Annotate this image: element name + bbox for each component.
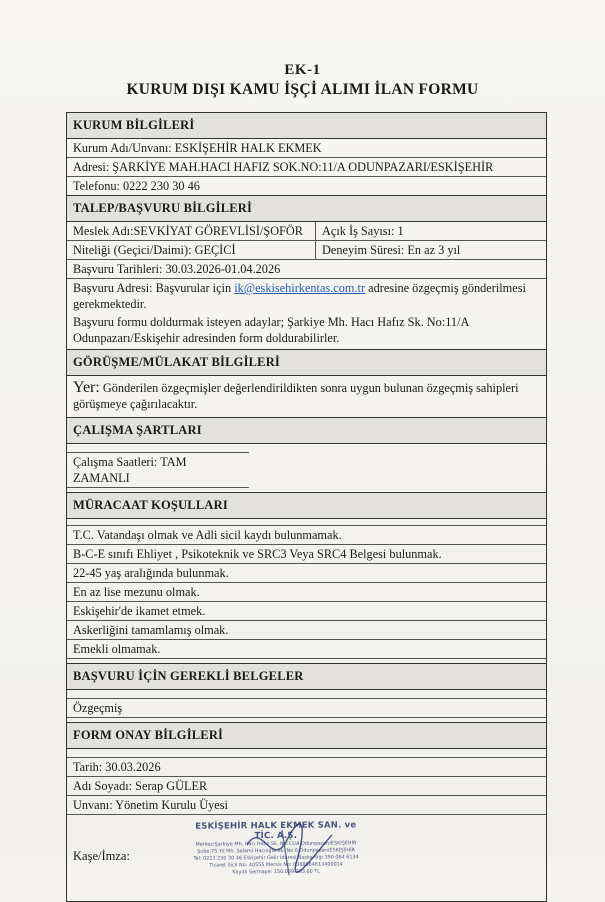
belge-ozgecmis: Özgeçmiş: [67, 698, 546, 718]
muracaat-item: Emekli olmamak.: [67, 640, 546, 659]
section-talep: TALEP/BAŞVURU BİLGİLERİ: [67, 195, 546, 222]
stamp-line: Ticaret Sicil No: 40555 Mersis No: 0388064613400014: [209, 861, 343, 869]
calisma-saatleri: Çalışma Saatleri: TAM ZAMANLI: [67, 452, 249, 488]
kase-imza-row: [67, 815, 546, 901]
muracaat-item: B-C-E sınıfı Ehliyet , Psikoteknik ve SRC3 Veya SRC4 Belgesi bulunmak.: [67, 545, 546, 564]
onay-tarih: Tarih: 30.03.2026: [67, 757, 546, 777]
section-kurum: KURUM BİLGİLERİ: [67, 113, 546, 139]
section-muracaat: MÜRACAAT KOŞULLARI: [67, 492, 546, 519]
gorusme-yer: [67, 376, 546, 417]
onay-unvan: Unvanı: Yönetim Kurulu Üyesi: [67, 796, 546, 815]
muracaat-item: T.C. Vatandaşı olmak ve Adli sicil kaydı bulunmamak.: [67, 526, 546, 545]
basvuru-adresi-pre: Başvuru Adresi: Başvurular için: [73, 281, 235, 295]
muracaat-item: 22-45 yaş aralığında bulunmak.: [67, 564, 546, 583]
yer-label: Yer:: [73, 379, 100, 396]
stamp-line: Merkez:Şarkiye Mh. Hacı Hafız Sk. No:11/A Odunpazarı/ESKİŞEHİR: [195, 840, 357, 848]
yer-text: Gönderilen özgeçmişler değerlendirildikten sonra uygun bulunan özgeçmiş sahipleri görüşmeye çağırılacaktır.: [73, 381, 519, 411]
annex-label: EK-1: [284, 62, 321, 78]
document-header: [0, 62, 605, 99]
muracaat-item: Askerliğini tamamlamış olmak.: [67, 621, 546, 640]
stamp-line: Tel: 0222 230 30 46 Eskişehir Gelir İdaresi Başkanlığı 390 064 6134: [193, 854, 359, 862]
basvuru-tarihleri: Başvuru Tarihleri: 30.03.2026-01.04.2026: [67, 260, 546, 279]
onay-ad-soyad: Adı Soyadı: Serap GÜLER: [67, 777, 546, 796]
meslek-adi: Meslek Adı:SEVKİYAT GÖREVLİSİ/ŞOFÖR: [67, 222, 316, 240]
section-onay: FORM ONAY BİLGİLERİ: [67, 722, 546, 749]
section-calisma: ÇALIŞMA ŞARTLARI: [67, 417, 546, 444]
kurum-ad: Kurum Adı/Unvanı: ESKİŞEHİR HALK EKMEK: [67, 139, 546, 158]
section-gorusme: GÖRÜŞME/MÜLAKAT BİLGİLERİ: [67, 349, 546, 376]
niteligi: Niteliği (Geçici/Daimi): GEÇİCİ: [67, 241, 316, 259]
email-link[interactable]: ik@eskisehirkentas.com.tr: [234, 281, 366, 295]
form-doldurma-notu: Başvuru formu doldurmak isteyen adaylar; Şarkiye Mh. Hacı Hafız Sk. No:11/A Odunpazarı/Eskişehir adresinden form doldurabilirler.: [73, 315, 469, 345]
muracaat-item: En az lise mezunu olmak.: [67, 583, 546, 602]
signature-icon: [227, 815, 347, 885]
deneyim-suresi: Deneyim Süresi: En az 3 yıl: [322, 243, 461, 257]
muracaat-list: [67, 525, 546, 659]
announcement-form: [66, 112, 547, 902]
stamp-line: Kayıtlı Sermaye: 150.039.363,00 TL: [232, 868, 321, 876]
talep-row-1: [67, 222, 546, 241]
section-belgeler: BAŞVURU İÇİN GEREKLİ BELGELER: [67, 663, 546, 690]
kurum-adres: Adresi: ŞARKİYE MAH.HACI HAFIZ SOK.NO:11/A ODUNPAZARI/ESKİŞEHİR: [67, 158, 546, 177]
stamp-company-name: ESKİŞEHİR HALK EKMEK SAN. ve TİC. A.Ş.: [195, 820, 357, 842]
acik-is-sayisi: Açık İş Sayısı: 1: [322, 224, 404, 238]
kase-imza-label: Kaşe/İmza:: [73, 849, 130, 863]
basvuru-adresi-post: adresine özgeçmiş gönderilmesi gerekmektedir.: [73, 281, 526, 311]
form-title: KURUM DIŞI KAMU İŞÇİ ALIMI İLAN FORMU: [126, 81, 479, 98]
muracaat-item: Eskişehir'de ikamet etmek.: [67, 602, 546, 621]
talep-row-2: [67, 241, 546, 260]
kurum-telefon: Telefonu: 0222 230 30 46: [73, 179, 200, 193]
stamp-line: Şube:75.Yıl Mh. Selami Hacıoğlu Sk. No:6 Odunpazarı/ESKİŞEHİR: [197, 847, 355, 855]
basvuru-adresi: [67, 279, 546, 313]
